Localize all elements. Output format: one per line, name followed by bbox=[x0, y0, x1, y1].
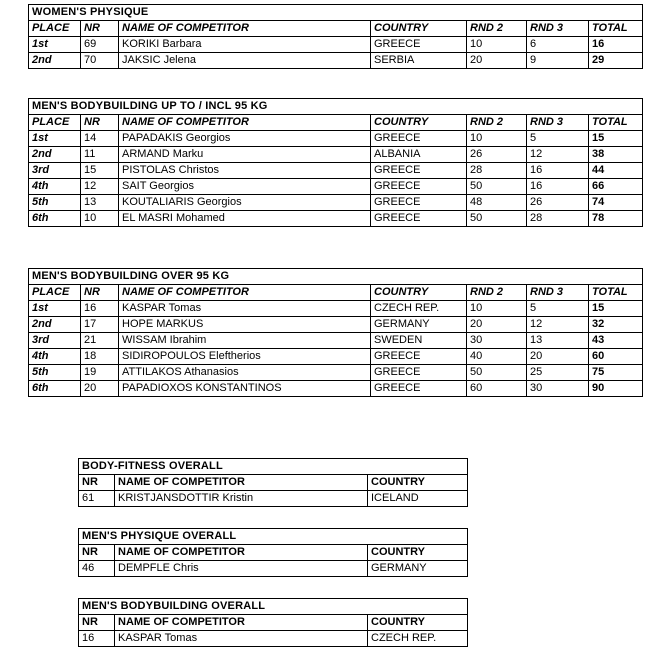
results-table bbox=[28, 98, 643, 227]
cell-rnd3: 5 bbox=[527, 301, 589, 317]
cell-nr: 70 bbox=[81, 53, 119, 69]
table-header-row bbox=[29, 285, 643, 301]
table-row bbox=[29, 179, 643, 195]
cell-rnd3: 9 bbox=[527, 53, 589, 69]
column-header-name: NAME OF COMPETITOR bbox=[115, 475, 368, 491]
results-table bbox=[28, 268, 643, 397]
cell-country: ICELAND bbox=[368, 491, 468, 507]
column-header-place: PLACE bbox=[29, 285, 81, 301]
cell-nr: 21 bbox=[81, 333, 119, 349]
cell-name: ATTILAKOS Athanasios bbox=[119, 365, 371, 381]
column-header-nr: NR bbox=[81, 115, 119, 131]
cell-rnd2: 60 bbox=[467, 381, 527, 397]
cell-total: 15 bbox=[589, 301, 643, 317]
cell-rnd3: 30 bbox=[527, 381, 589, 397]
cell-country: GREECE bbox=[371, 365, 467, 381]
cell-country: GREECE bbox=[371, 381, 467, 397]
table-row bbox=[29, 349, 643, 365]
cell-rnd2: 10 bbox=[467, 37, 527, 53]
cell-name: KRISTJANSDOTTIR Kristin bbox=[115, 491, 368, 507]
table-row bbox=[29, 37, 643, 53]
table-header-row bbox=[29, 115, 643, 131]
cell-nr: 20 bbox=[81, 381, 119, 397]
cell-place: 5th bbox=[29, 365, 81, 381]
cell-country: GREECE bbox=[371, 195, 467, 211]
column-header-place: PLACE bbox=[29, 115, 81, 131]
table-row bbox=[29, 365, 643, 381]
cell-place: 5th bbox=[29, 195, 81, 211]
table-body-fitness-overall bbox=[78, 458, 468, 507]
column-header-rnd2: RND 2 bbox=[467, 21, 527, 37]
table-row bbox=[29, 53, 643, 69]
cell-total: 16 bbox=[589, 37, 643, 53]
table-title: WOMEN'S PHYSIQUE bbox=[29, 5, 643, 21]
table-title-row bbox=[79, 599, 468, 615]
cell-country: CZECH REP. bbox=[368, 631, 468, 647]
column-header-country: COUNTRY bbox=[371, 21, 467, 37]
column-header-rnd2: RND 2 bbox=[467, 285, 527, 301]
cell-rnd2: 26 bbox=[467, 147, 527, 163]
table-title: MEN'S PHYSIQUE OVERALL bbox=[79, 529, 468, 545]
cell-rnd3: 26 bbox=[527, 195, 589, 211]
cell-country: GREECE bbox=[371, 37, 467, 53]
table-title-row bbox=[29, 269, 643, 285]
table-row bbox=[29, 381, 643, 397]
cell-name: PISTOLAS Christos bbox=[119, 163, 371, 179]
table-title-row bbox=[79, 459, 468, 475]
cell-nr: 17 bbox=[81, 317, 119, 333]
cell-name: KOUTALIARIS Georgios bbox=[119, 195, 371, 211]
cell-country: SWEDEN bbox=[371, 333, 467, 349]
cell-rnd2: 50 bbox=[467, 365, 527, 381]
cell-total: 29 bbox=[589, 53, 643, 69]
cell-name: EL MASRI Mohamed bbox=[119, 211, 371, 227]
cell-country: GREECE bbox=[371, 131, 467, 147]
cell-rnd3: 13 bbox=[527, 333, 589, 349]
cell-total: 75 bbox=[589, 365, 643, 381]
table-header-row bbox=[79, 615, 468, 631]
column-header-rnd3: RND 3 bbox=[527, 285, 589, 301]
cell-rnd3: 5 bbox=[527, 131, 589, 147]
cell-rnd3: 12 bbox=[527, 317, 589, 333]
cell-rnd3: 6 bbox=[527, 37, 589, 53]
cell-country: GREECE bbox=[371, 211, 467, 227]
cell-total: 44 bbox=[589, 163, 643, 179]
cell-rnd2: 10 bbox=[467, 301, 527, 317]
cell-name: WISSAM Ibrahim bbox=[119, 333, 371, 349]
table-title: MEN'S BODYBUILDING UP TO / INCL 95 KG bbox=[29, 99, 643, 115]
column-header-rnd3: RND 3 bbox=[527, 21, 589, 37]
table-row bbox=[29, 333, 643, 349]
cell-total: 60 bbox=[589, 349, 643, 365]
column-header-country: COUNTRY bbox=[368, 615, 468, 631]
table-header-row bbox=[29, 21, 643, 37]
column-header-name: NAME OF COMPETITOR bbox=[115, 545, 368, 561]
cell-nr: 16 bbox=[79, 631, 115, 647]
cell-nr: 19 bbox=[81, 365, 119, 381]
results-table bbox=[78, 528, 468, 577]
cell-place: 2nd bbox=[29, 317, 81, 333]
table-title: BODY-FITNESS OVERALL bbox=[79, 459, 468, 475]
cell-nr: 12 bbox=[81, 179, 119, 195]
cell-place: 3rd bbox=[29, 163, 81, 179]
cell-rnd2: 20 bbox=[467, 53, 527, 69]
cell-place: 1st bbox=[29, 131, 81, 147]
cell-country: ALBANIA bbox=[371, 147, 467, 163]
cell-rnd2: 28 bbox=[467, 163, 527, 179]
table-title-row bbox=[29, 99, 643, 115]
table-row bbox=[79, 491, 468, 507]
cell-name: SIDIROPOULOS Eleftherios bbox=[119, 349, 371, 365]
cell-total: 66 bbox=[589, 179, 643, 195]
column-header-country: COUNTRY bbox=[371, 115, 467, 131]
table-row bbox=[29, 131, 643, 147]
table-title-row bbox=[29, 5, 643, 21]
column-header-name: NAME OF COMPETITOR bbox=[115, 615, 368, 631]
cell-country: GERMANY bbox=[368, 561, 468, 577]
cell-rnd2: 40 bbox=[467, 349, 527, 365]
column-header-nr: NR bbox=[79, 475, 115, 491]
cell-country: GERMANY bbox=[371, 317, 467, 333]
cell-place: 6th bbox=[29, 211, 81, 227]
table-row bbox=[79, 561, 468, 577]
cell-country: GREECE bbox=[371, 179, 467, 195]
cell-rnd2: 50 bbox=[467, 179, 527, 195]
cell-total: 74 bbox=[589, 195, 643, 211]
cell-total: 90 bbox=[589, 381, 643, 397]
cell-rnd2: 30 bbox=[467, 333, 527, 349]
cell-total: 32 bbox=[589, 317, 643, 333]
column-header-total: TOTAL bbox=[589, 21, 643, 37]
column-header-nr: NR bbox=[81, 21, 119, 37]
cell-rnd2: 50 bbox=[467, 211, 527, 227]
column-header-nr: NR bbox=[79, 615, 115, 631]
column-header-total: TOTAL bbox=[589, 285, 643, 301]
cell-rnd3: 20 bbox=[527, 349, 589, 365]
cell-total: 43 bbox=[589, 333, 643, 349]
cell-total: 15 bbox=[589, 131, 643, 147]
cell-place: 2nd bbox=[29, 53, 81, 69]
cell-total: 38 bbox=[589, 147, 643, 163]
cell-rnd2: 10 bbox=[467, 131, 527, 147]
table-header-row bbox=[79, 475, 468, 491]
cell-country: CZECH REP. bbox=[371, 301, 467, 317]
cell-rnd3: 16 bbox=[527, 179, 589, 195]
cell-place: 4th bbox=[29, 179, 81, 195]
cell-nr: 11 bbox=[81, 147, 119, 163]
cell-nr: 61 bbox=[79, 491, 115, 507]
cell-name: SAIT Georgios bbox=[119, 179, 371, 195]
table-row bbox=[29, 317, 643, 333]
column-header-name: NAME OF COMPETITOR bbox=[119, 115, 371, 131]
cell-name: KASPAR Tomas bbox=[119, 301, 371, 317]
cell-name: JAKSIC Jelena bbox=[119, 53, 371, 69]
cell-rnd2: 20 bbox=[467, 317, 527, 333]
cell-name: DEMPFLE Chris bbox=[115, 561, 368, 577]
cell-nr: 15 bbox=[81, 163, 119, 179]
column-header-rnd2: RND 2 bbox=[467, 115, 527, 131]
column-header-name: NAME OF COMPETITOR bbox=[119, 285, 371, 301]
cell-rnd2: 48 bbox=[467, 195, 527, 211]
cell-place: 6th bbox=[29, 381, 81, 397]
results-table bbox=[78, 598, 468, 647]
cell-place: 3rd bbox=[29, 333, 81, 349]
cell-rnd3: 12 bbox=[527, 147, 589, 163]
column-header-place: PLACE bbox=[29, 21, 81, 37]
cell-name: ARMAND Marku bbox=[119, 147, 371, 163]
table-title: MEN'S BODYBUILDING OVERALL bbox=[79, 599, 468, 615]
cell-name: KORIKI Barbara bbox=[119, 37, 371, 53]
table-womens-physique bbox=[28, 4, 643, 69]
cell-nr: 14 bbox=[81, 131, 119, 147]
cell-nr: 18 bbox=[81, 349, 119, 365]
cell-place: 4th bbox=[29, 349, 81, 365]
table-mens-physique-overall bbox=[78, 528, 468, 577]
cell-nr: 10 bbox=[81, 211, 119, 227]
table-row bbox=[29, 211, 643, 227]
cell-country: SERBIA bbox=[371, 53, 467, 69]
column-header-total: TOTAL bbox=[589, 115, 643, 131]
column-header-nr: NR bbox=[79, 545, 115, 561]
column-header-name: NAME OF COMPETITOR bbox=[119, 21, 371, 37]
cell-country: GREECE bbox=[371, 349, 467, 365]
table-title-row bbox=[79, 529, 468, 545]
table-row bbox=[29, 147, 643, 163]
table-row bbox=[29, 301, 643, 317]
table-mens-bodybuilding-over-95kg bbox=[28, 268, 643, 397]
cell-nr: 46 bbox=[79, 561, 115, 577]
cell-rnd3: 28 bbox=[527, 211, 589, 227]
cell-rnd3: 16 bbox=[527, 163, 589, 179]
cell-name: KASPAR Tomas bbox=[115, 631, 368, 647]
table-row bbox=[79, 631, 468, 647]
table-title: MEN'S BODYBUILDING OVER 95 KG bbox=[29, 269, 643, 285]
cell-name: HOPE MARKUS bbox=[119, 317, 371, 333]
table-mens-bodybuilding-95kg bbox=[28, 98, 643, 227]
column-header-country: COUNTRY bbox=[371, 285, 467, 301]
cell-nr: 69 bbox=[81, 37, 119, 53]
cell-place: 1st bbox=[29, 37, 81, 53]
cell-rnd3: 25 bbox=[527, 365, 589, 381]
column-header-country: COUNTRY bbox=[368, 545, 468, 561]
column-header-country: COUNTRY bbox=[368, 475, 468, 491]
results-table bbox=[78, 458, 468, 507]
table-row bbox=[29, 163, 643, 179]
results-table bbox=[28, 4, 643, 69]
cell-country: GREECE bbox=[371, 163, 467, 179]
cell-place: 1st bbox=[29, 301, 81, 317]
cell-name: PAPADIOXOS KONSTANTINOS bbox=[119, 381, 371, 397]
cell-name: PAPADAKIS Georgios bbox=[119, 131, 371, 147]
cell-total: 78 bbox=[589, 211, 643, 227]
column-header-rnd3: RND 3 bbox=[527, 115, 589, 131]
cell-nr: 16 bbox=[81, 301, 119, 317]
table-header-row bbox=[79, 545, 468, 561]
table-row bbox=[29, 195, 643, 211]
cell-place: 2nd bbox=[29, 147, 81, 163]
column-header-nr: NR bbox=[81, 285, 119, 301]
cell-nr: 13 bbox=[81, 195, 119, 211]
table-mens-bodybuilding-overall bbox=[78, 598, 468, 647]
